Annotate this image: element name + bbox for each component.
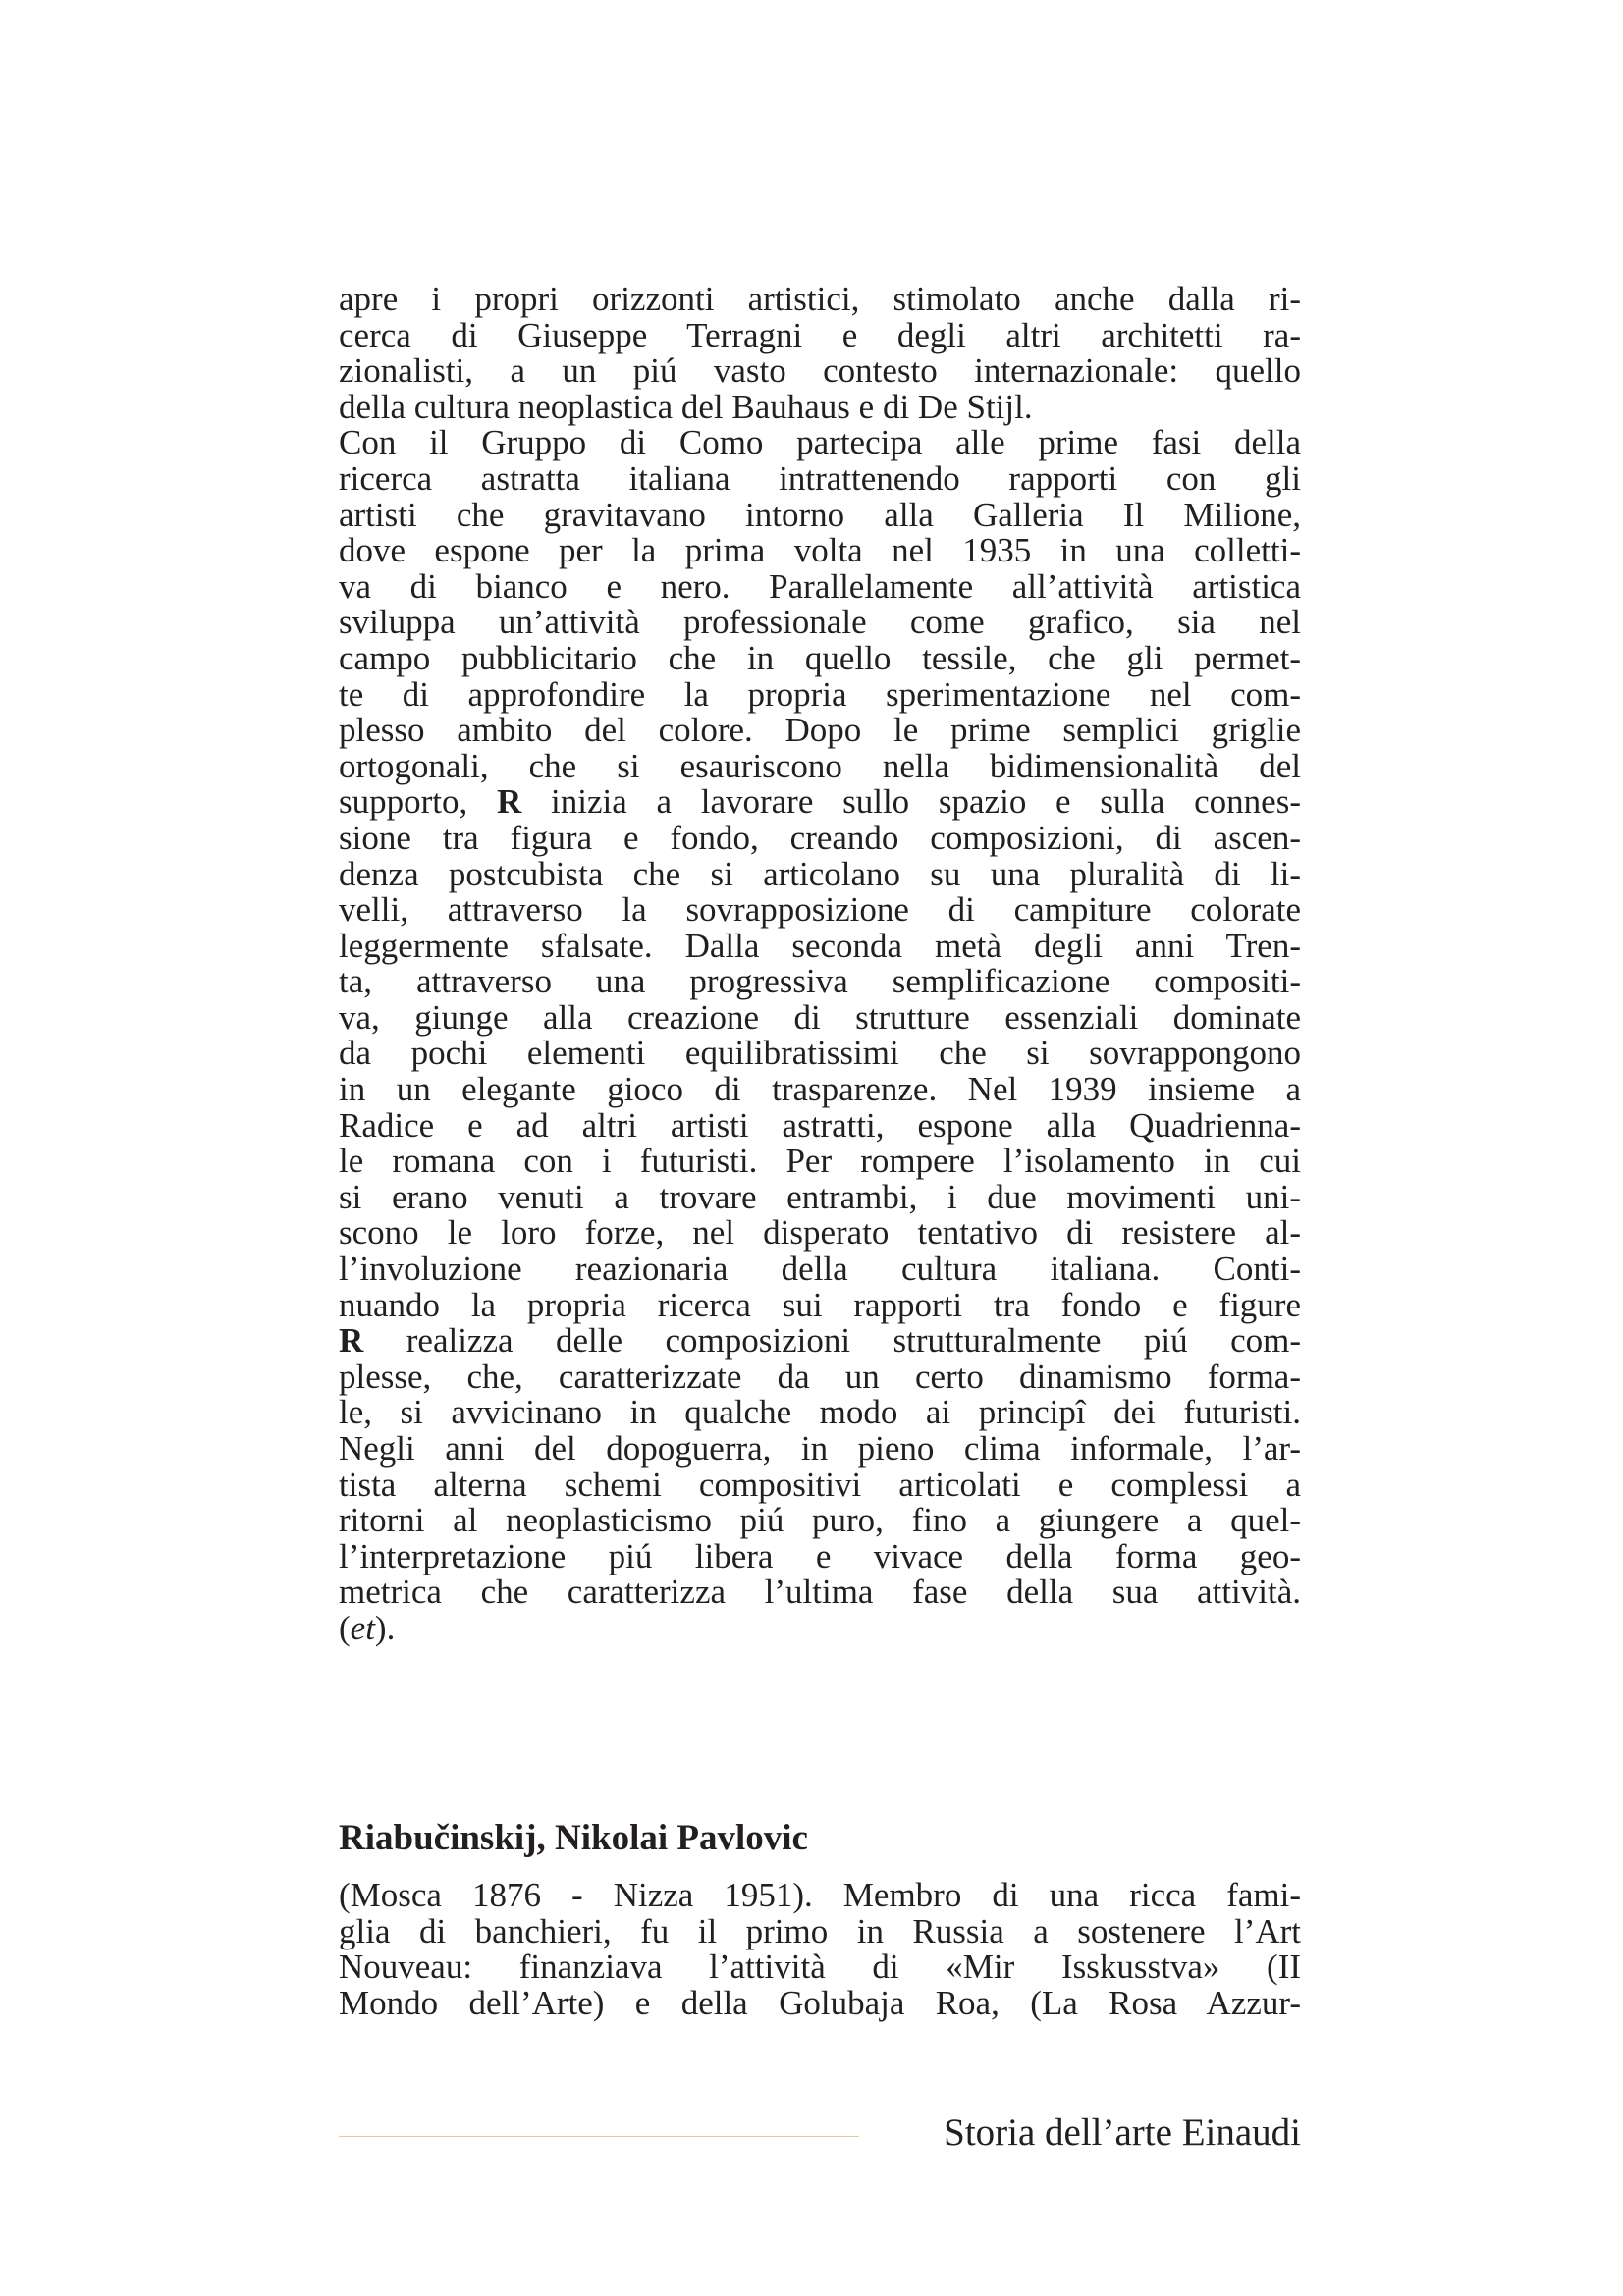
text-line: Radice e ad altri artisti astratti, espone alla Quadrienna- [339, 1105, 1301, 1145]
text-line: artisti che gravitavano intorno alla Galleria Il Milione, [339, 495, 1301, 534]
text-line: da pochi elementi equilibratissimi che si sovrappongono [339, 1034, 1301, 1073]
text-line: ricerca astratta italiana intrattenendo rapporti con gli [339, 458, 1301, 498]
text-line: glia di banchieri, fu il primo in Russia a sostenere l’Art [339, 1911, 1301, 1950]
text-line: l’involuzione reazionaria della cultura italiana. Conti- [339, 1250, 1301, 1289]
text-line: tista alterna schemi compositivi articolati e complessi a [339, 1465, 1301, 1504]
text-line: in un elegante gioco di trasparenze. Nel 1939 insieme a [339, 1070, 1301, 1109]
text-line: Con il Gruppo di Como partecipa alle prime fasi della [339, 423, 1301, 462]
text-line: va di bianco e nero. Parallelamente all’attività artistica [339, 566, 1301, 606]
text-line: Nouveau: finanziava l’attività di «Mir Isskusstva» (II [339, 1948, 1301, 1987]
text-line: va, giunge alla creazione di strutture essenziali dominate [339, 997, 1301, 1037]
text-line: le romana con i futuristi. Per rompere l’isolamento in cui [339, 1142, 1301, 1181]
signature-open: ( [339, 1608, 351, 1647]
author-signature [339, 1608, 1301, 1647]
text-line: leggermente sfalsate. Dalla seconda metà degli anni Tren- [339, 926, 1301, 965]
text-line: cerca di Giuseppe Terragni e degli altri architetti ra- [339, 315, 1301, 354]
entry-text-block [339, 1878, 1301, 2021]
text-line: dove espone per la prima volta nel 1935 in una colletti- [339, 531, 1301, 570]
text-line: ritorni al neoplasticismo piú puro, fino a giungere a quel- [339, 1501, 1301, 1540]
text-line: ortogonali, che si esauriscono nella bidimensionalità del [339, 746, 1301, 785]
text-segment: supporto, [339, 782, 497, 822]
text-line [339, 784, 1301, 821]
footer-publisher: Storia dell’arte Einaudi [944, 2111, 1301, 2154]
text-segment: realizza delle composizioni strutturalmente piú com- [363, 1321, 1301, 1361]
text-line: velli, attraverso la sovrapposizione di campiture colorate [339, 890, 1301, 930]
text-line: ta, attraverso una progressiva semplificazione compositi- [339, 962, 1301, 1001]
text-line: plesse, che, caratterizzate da un certo dinamismo forma- [339, 1357, 1301, 1396]
artist-initial: R [339, 1321, 364, 1361]
text-line: metrica che caratterizza l’ultima fase della sua attività. [339, 1573, 1301, 1612]
footer-divider [339, 2136, 859, 2137]
artist-initial: R [496, 782, 522, 822]
text-line: Negli anni del dopoguerra, in pieno clima informale, l’ar- [339, 1429, 1301, 1468]
text-line: sione tra figura e fondo, creando composizioni, di ascen- [339, 818, 1301, 857]
text-line: della cultura neoplastica del Bauhaus e di De Stijl. [339, 387, 1033, 426]
signature-initials: et [350, 1608, 375, 1647]
main-text-block [339, 282, 1301, 1647]
text-line: (Mosca 1876 - Nizza 1951). Membro di una ricca fami- [339, 1876, 1301, 1914]
text-line: plesso ambito del colore. Dopo le prime semplici griglie [339, 711, 1301, 750]
text-line: denza postcubista che si articolano su una pluralità di li- [339, 854, 1301, 893]
text-line: scono le loro forze, nel disperato tentativo di resistere al- [339, 1213, 1301, 1253]
text-line [339, 1323, 1301, 1360]
text-line: si erano venuti a trovare entrambi, i due movimenti uni- [339, 1177, 1301, 1216]
text-line: l’interpretazione piú libera e vivace della forma geo- [339, 1536, 1301, 1575]
text-line: Mondo dell’Arte) e della Golubaja Roa, (La Rosa Azzur- [339, 1983, 1301, 2022]
text-line: campo pubblicitario che in quello tessile, che gli permet- [339, 638, 1301, 677]
text-line: te di approfondire la propria sperimentazione nel com- [339, 674, 1301, 714]
text-line: le, si avvicinano in qualche modo ai principî dei futuristi. [339, 1393, 1301, 1432]
text-line: apre i propri orizzonti artistici, stimolato anche dalla ri- [339, 280, 1301, 318]
entry-heading: Riabučinskij, Nikolai Pavlovic [339, 1818, 808, 1858]
text-line: nuando la propria ricerca sui rapporti tra fondo e figure [339, 1285, 1301, 1324]
text-line: zionalisti, a un piú vasto contesto internazionale: quello [339, 351, 1301, 391]
text-segment: inizia a lavorare sullo spazio e sulla connes- [521, 782, 1301, 822]
text-line: sviluppa un’attività professionale come grafico, sia nel [339, 603, 1301, 642]
signature-close: ). [374, 1608, 396, 1647]
